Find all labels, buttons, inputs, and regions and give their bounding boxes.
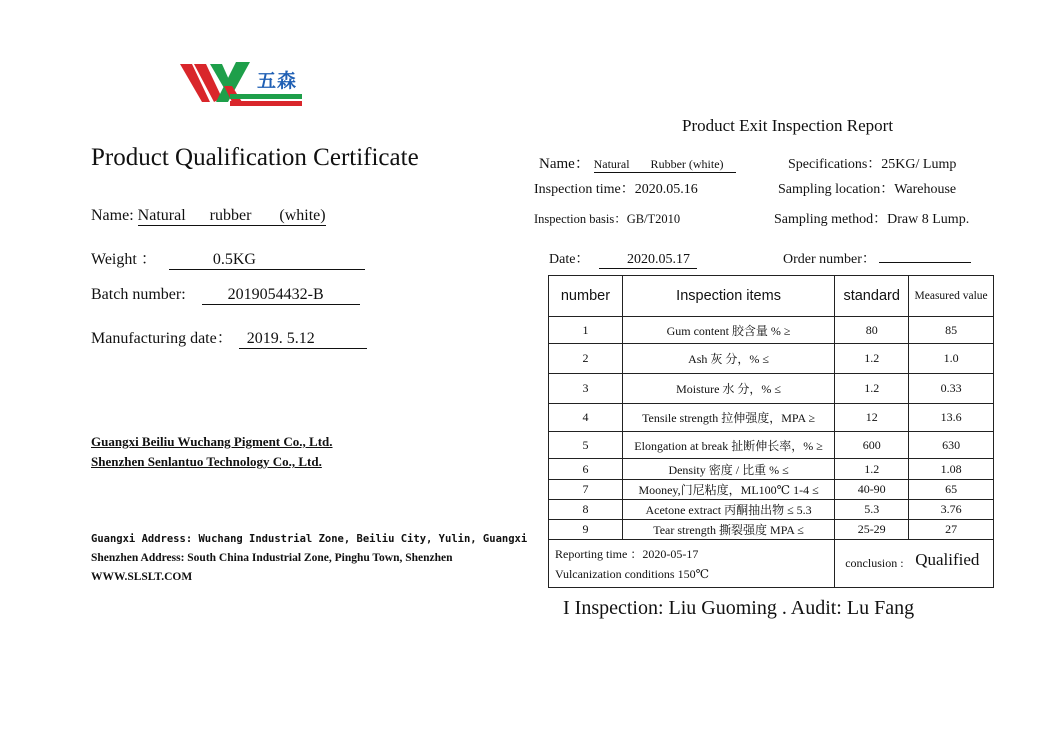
row-number: 5	[549, 432, 623, 459]
row-value: 13.6	[909, 404, 994, 432]
row-item: Acetone extract 丙酮抽出物 ≤ 5.3	[622, 500, 834, 520]
company-name-2: Shenzhen Senlantuo Technology Co., Ltd.	[91, 454, 322, 469]
report-name-value: Natural Rubber (white)	[594, 157, 736, 173]
cert-batch-value: 2019054432-B	[227, 286, 324, 303]
row-number: 4	[549, 404, 623, 432]
row-standard: 5.3	[835, 500, 909, 520]
report-specifications: Specifications：25KG/ Lump	[788, 157, 957, 172]
row-standard: 25-29	[835, 520, 909, 540]
row-value: 630	[909, 432, 994, 459]
cert-weight-value: 0.5KG	[212, 251, 256, 268]
table-row	[549, 480, 994, 500]
table-row	[549, 459, 994, 480]
row-value: 1.0	[909, 344, 994, 374]
inspection-signature: I Inspection: Liu Guoming . Audit: Lu Fang	[563, 597, 915, 619]
row-standard: 40-90	[835, 480, 909, 500]
conclusion-cell	[835, 540, 994, 588]
report-inspection-time: Inspection time：2020.05.16	[534, 182, 698, 197]
company-logo	[180, 60, 305, 110]
report-name-row	[539, 152, 736, 173]
row-number: 3	[549, 374, 623, 404]
row-value: 1.08	[909, 459, 994, 480]
report-order-label: Order number：	[783, 252, 876, 267]
row-item: Elongation at break 扯断伸长率，% ≥	[622, 432, 834, 459]
header-items: Inspection items	[622, 276, 834, 317]
cert-weight-label: Weight ：	[91, 251, 157, 268]
row-number: 9	[549, 520, 623, 540]
cert-weight-row	[91, 246, 365, 270]
report-order-value	[879, 248, 971, 263]
table-footer-row	[549, 540, 994, 588]
row-number: 8	[549, 500, 623, 520]
row-standard: 600	[835, 432, 909, 459]
row-item: Mooney,门尼粘度，ML100℃ 1-4 ≤	[622, 480, 834, 500]
table-row	[549, 404, 994, 432]
conclusion-value: Qualified	[915, 550, 980, 569]
report-name-label: Name：	[539, 156, 590, 172]
row-standard: 12	[835, 404, 909, 432]
table-row	[549, 432, 994, 459]
row-item: Ash 灰 分，% ≤	[622, 344, 834, 374]
row-value: 3.76	[909, 500, 994, 520]
report-footer-info	[549, 540, 835, 588]
reporting-time: Reporting time ：2020-05-17	[555, 546, 699, 561]
row-item: Density 密度 / 比重 % ≤	[622, 459, 834, 480]
row-item: Tensile strength 拉伸强度，MPA ≥	[622, 404, 834, 432]
row-item: Gum content 胶含量 % ≥	[622, 317, 834, 344]
cert-mfg-value: 2019. 5.12	[246, 330, 315, 347]
header-measured: Measured value	[909, 276, 994, 317]
row-value: 27	[909, 520, 994, 540]
row-number: 7	[549, 480, 623, 500]
row-value: 65	[909, 480, 994, 500]
report-sampling-location: Sampling location：Warehouse	[778, 182, 957, 197]
report-inspection-basis: Inspection basis：GB/T2010	[534, 212, 681, 226]
report-sampling-method: Sampling method：Draw 8 Lump.	[774, 212, 970, 227]
header-number: number	[549, 276, 623, 317]
header-standard: standard	[835, 276, 909, 317]
cert-name-row	[91, 207, 326, 226]
row-standard: 1.2	[835, 344, 909, 374]
cert-mfg-label: Manufacturing date：	[91, 330, 233, 347]
report-date-label: Date：	[549, 252, 590, 267]
row-standard: 80	[835, 317, 909, 344]
website: WWW.SLSLT.COM	[91, 571, 193, 583]
table-row	[549, 520, 994, 540]
table-row	[549, 374, 994, 404]
vulcanization-conditions: Vulcanization conditions 150℃	[555, 566, 710, 581]
company-name-1: Guangxi Beiliu Wuchang Pigment Co., Ltd.	[91, 434, 333, 449]
report-date-row	[549, 248, 697, 269]
row-number: 1	[549, 317, 623, 344]
report-order-row	[783, 248, 971, 268]
cert-name-value: Natural rubber (white)	[137, 207, 326, 224]
row-standard: 1.2	[835, 374, 909, 404]
address-guangxi: Guangxi Address: Wuchang Industrial Zone, Beiliu City, Yulin, Guangxi	[91, 533, 528, 545]
report-date-value: 2020.05.17	[626, 252, 690, 267]
address-shenzhen: Shenzhen Address: South China Industrial Zone, Pinghu Town, Shenzhen	[91, 552, 453, 564]
report-title: Product Exit Inspection Report	[682, 116, 894, 135]
cert-mfg-row	[91, 325, 367, 349]
row-item: Moisture 水 分，% ≤	[622, 374, 834, 404]
table-row	[549, 344, 994, 374]
row-item: Tear strength 撕裂强度 MPA ≤	[622, 520, 834, 540]
cert-batch-row	[91, 286, 360, 305]
table-row	[549, 317, 994, 344]
certificate-title: Product Qualification Certificate	[91, 144, 419, 171]
table-header-row	[549, 276, 994, 317]
row-value: 0.33	[909, 374, 994, 404]
row-standard: 1.2	[835, 459, 909, 480]
row-number: 6	[549, 459, 623, 480]
conclusion-label: conclusion :	[845, 556, 904, 570]
row-value: 85	[909, 317, 994, 344]
logo-text: 五森	[257, 70, 298, 92]
cert-batch-label: Batch number:	[91, 286, 186, 303]
cert-name-label: Name:	[91, 207, 134, 224]
table-row	[549, 500, 994, 520]
row-number: 2	[549, 344, 623, 374]
inspection-table	[548, 275, 994, 588]
